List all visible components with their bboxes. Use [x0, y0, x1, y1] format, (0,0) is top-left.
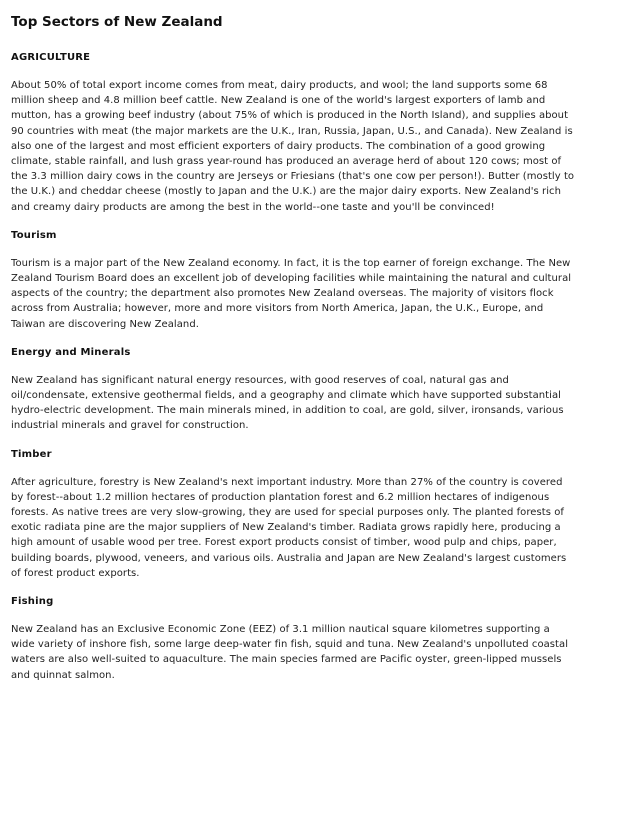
section-heading: Tourism	[11, 229, 57, 241]
section-heading: Energy and Minerals	[11, 346, 131, 358]
section-heading: Timber	[11, 448, 52, 460]
section-paragraph: Tourism is a major part of the New Zealand economy. In fact, it is the top earner of foreign exchange. The New Zealand Tourism Board does an excellent job of developing facilities while maintaining the natural and cultural aspects of the country; the department also promotes New Zealand overseas. The majority of visitors flock across from Australia; however, more and more visitors from North America, Japan, the U.K., Europe, and Taiwan are discovering New Zealand.	[11, 257, 572, 330]
section-paragraph: About 50% of total export income comes from meat, dairy products, and wool; the land supports some 68 million sheep and 4.8 million beef cattle. New Zealand is one of the world's largest exporters of lamb and mutton, has a growing beef industry (about 75% of which is produced in the North Island), and supplies about 90 countries with meat (the major markets are the U.K., Iran, Russia, Japan, U.S., and Canada). New Zealand is also one of the largest and most efficient exporters of dairy products. The combination of a good growing climate, stable rainfall, and lush grass year-round has produced an average herd of about 120 cows; most of the 3.3 million dairy cows in the country are Jerseys or Friesians (that's one cow per person!). Butter (mostly to the U.K.) and cheddar cheese (mostly to Japan and the U.K.) are the major dairy exports. New Zealand's rich and creamy dairy products are among the best in the world--one taste and you'll be convinced!	[11, 80, 575, 213]
section-heading: AGRICULTURE	[11, 52, 91, 63]
section-paragraph: New Zealand has significant natural energy resources, with good reserves of coal, natural gas and oil/condensate, extensive geothermal fields, and a geography and climate which have supported substantial hydro-electric development. The main minerals mined, in addition to coal, are gold, silver, ironsands, various industrial minerals and gravel for construction.	[11, 374, 564, 432]
document-title: Top Sectors of New Zealand	[11, 14, 223, 30]
section-paragraph: After agriculture, forestry is New Zealand's next important industry. More than 27% of the country is covered by forest--about 1.2 million hectares of production plantation forest and 6.2 million hectares of indigenous forests. As native trees are very slow-growing, they are used for special purposes only. The planted forests of exotic radiata pine are the major suppliers of New Zealand's timber. Radiata grows rapidly here, producing a high amount of usable wood per tree. Forest export products consist of timber, wood pulp and chips, paper, building boards, plywood, veneers, and various oils. Australia and Japan are New Zealand's largest customers of forest product exports.	[11, 476, 567, 579]
section-heading: Fishing	[11, 596, 54, 608]
section-agriculture	[11, 51, 576, 215]
section-paragraph: New Zealand has an Exclusive Economic Zone (EEZ) of 3.1 million nautical square kilometres supporting a wide variety of inshore fish, some large deep-water fin fish, squid and tuna. New Zealand's unpolluted coastal waters are also well-suited to aquaculture. The main species farmed are Pacific oyster, green-lipped mussels and quinnat salmon.	[11, 624, 569, 681]
section-timber	[11, 448, 576, 581]
section-energy-and-minerals	[11, 346, 576, 434]
section-fishing	[11, 595, 576, 683]
section-tourism	[11, 229, 576, 332]
